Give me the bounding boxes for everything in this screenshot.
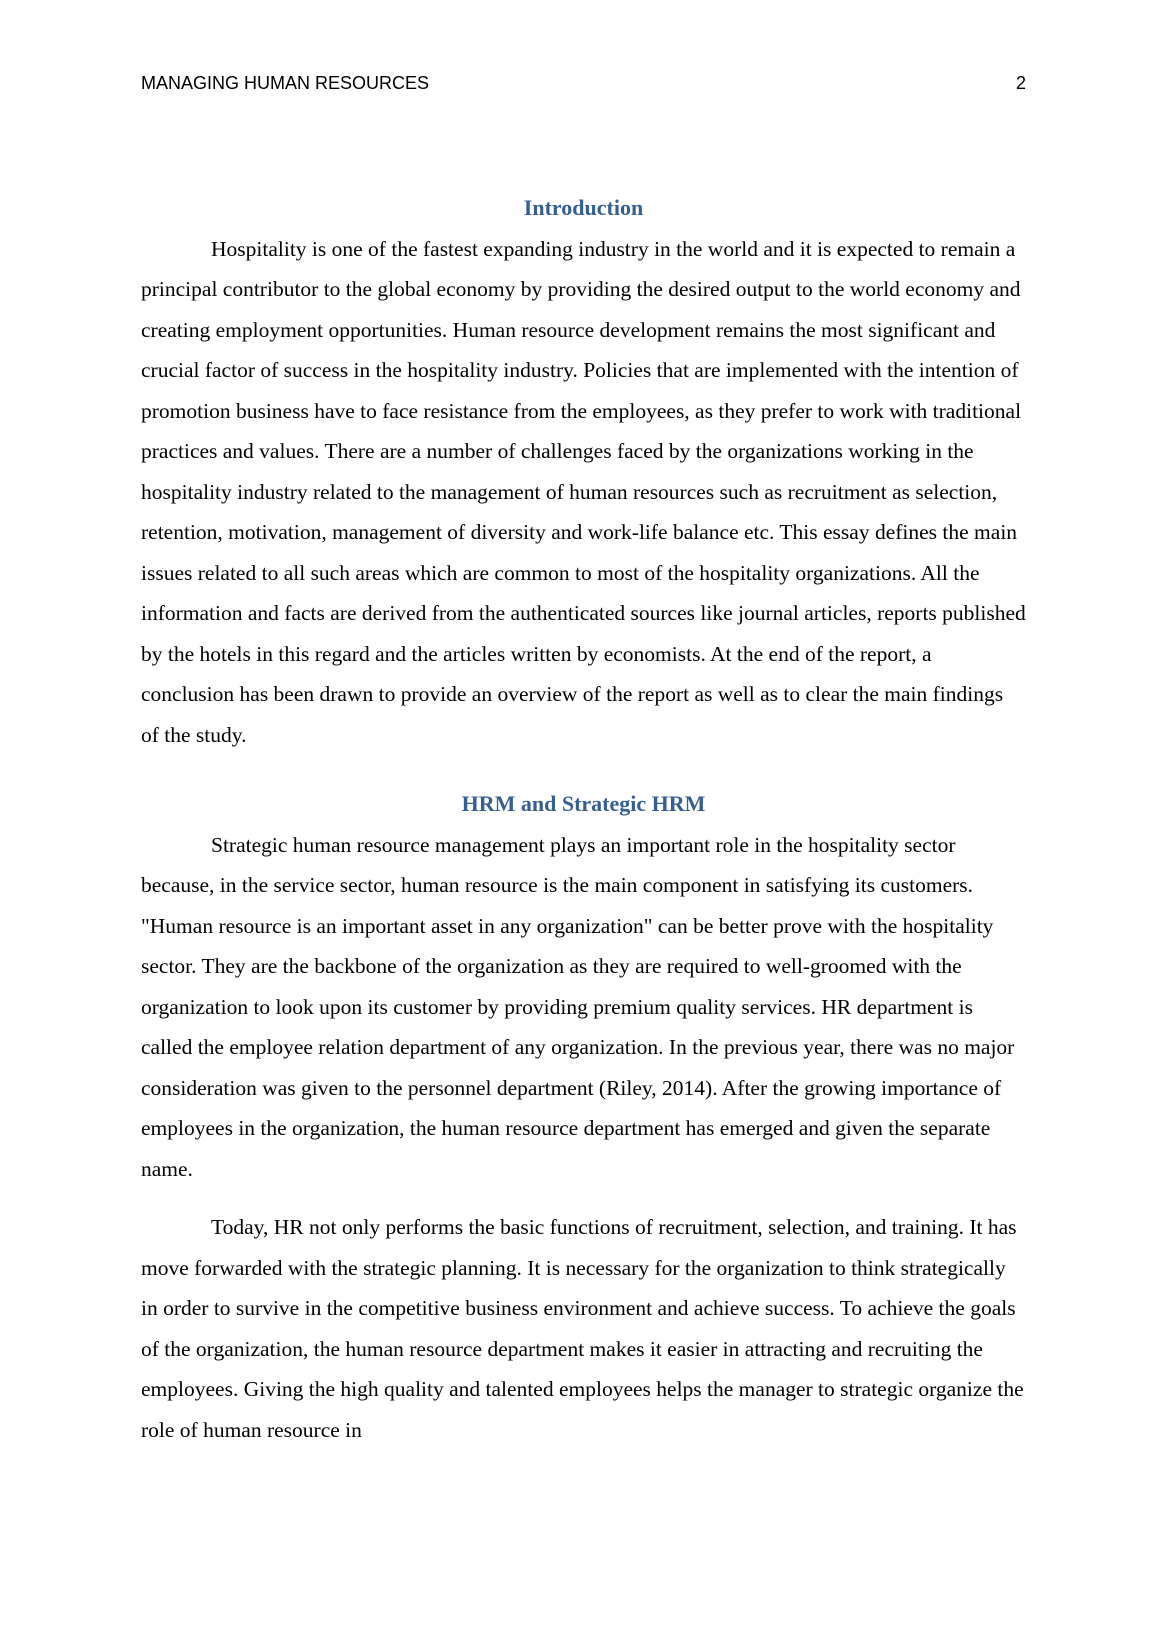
page-number: 2: [1015, 73, 1026, 93]
section-heading-hrm: HRM and Strategic HRM: [461, 791, 706, 816]
paragraph-hrm-1: Strategic human resource management plays an important role in the hospitality sector because, in the service sector, human resource is the main component in satisfying its customers. "Human resource is an important asset in any organization" can be better prove with the hospitality sector. They are the backbone of the organization as they are required to well-groomed with the organization to look upon its customer by providing premium quality services. HR department is called the employee relation department of any organization. In the previous year, there was no major consideration was given to the personnel department (Riley, 2014). After the growing importance of employees in the organization, the human resource department has emerged and given the separate name.: [141, 832, 1015, 1181]
running-title: MANAGING HUMAN RESOURCES: [141, 73, 430, 93]
paragraph-spacer: [141, 1189, 1026, 1207]
document-body: [141, 188, 1026, 1450]
section-spacer: [141, 755, 1026, 784]
section-heading-introduction: Introduction: [523, 195, 644, 220]
paragraph-hrm-2: Today, HR not only performs the basic functions of recruitment, selection, and training. It has move forwarded with the strategic planning. It is necessary for the organization to think strategically in order to survive in the competitive business environment and achieve success. To achieve the goals of the organization, the human resource department makes it easier in attracting and recruiting the employees. Giving the high quality and talented employees helps the manager to strategic organize the role of human resource in: [141, 1215, 1024, 1442]
paragraph-introduction: Hospitality is one of the fastest expanding industry in the world and it is expected to remain a principal contributor to the global economy by providing the desired output to the world economy and creating employment opportunities. Human resource development remains the most significant and crucial factor of success in the hospitality industry. Policies that are implemented with the intention of promotion business have to face resistance from the employees, as they prefer to work with traditional practices and values. There are a number of challenges faced by the organizations working in the hospitality industry related to the management of human resources such as recruitment as selection, retention, motivation, management of diversity and work-life balance etc. This essay defines the main issues related to all such areas which are common to most of the hospitality organizations. All the information and facts are derived from the authenticated sources like journal articles, reports published by the hotels in this regard and the articles written by economists. At the end of the report, a conclusion has been drawn to provide an overview of the report as well as to clear the main findings of the study.: [141, 236, 1026, 747]
running-header: [141, 72, 1026, 94]
